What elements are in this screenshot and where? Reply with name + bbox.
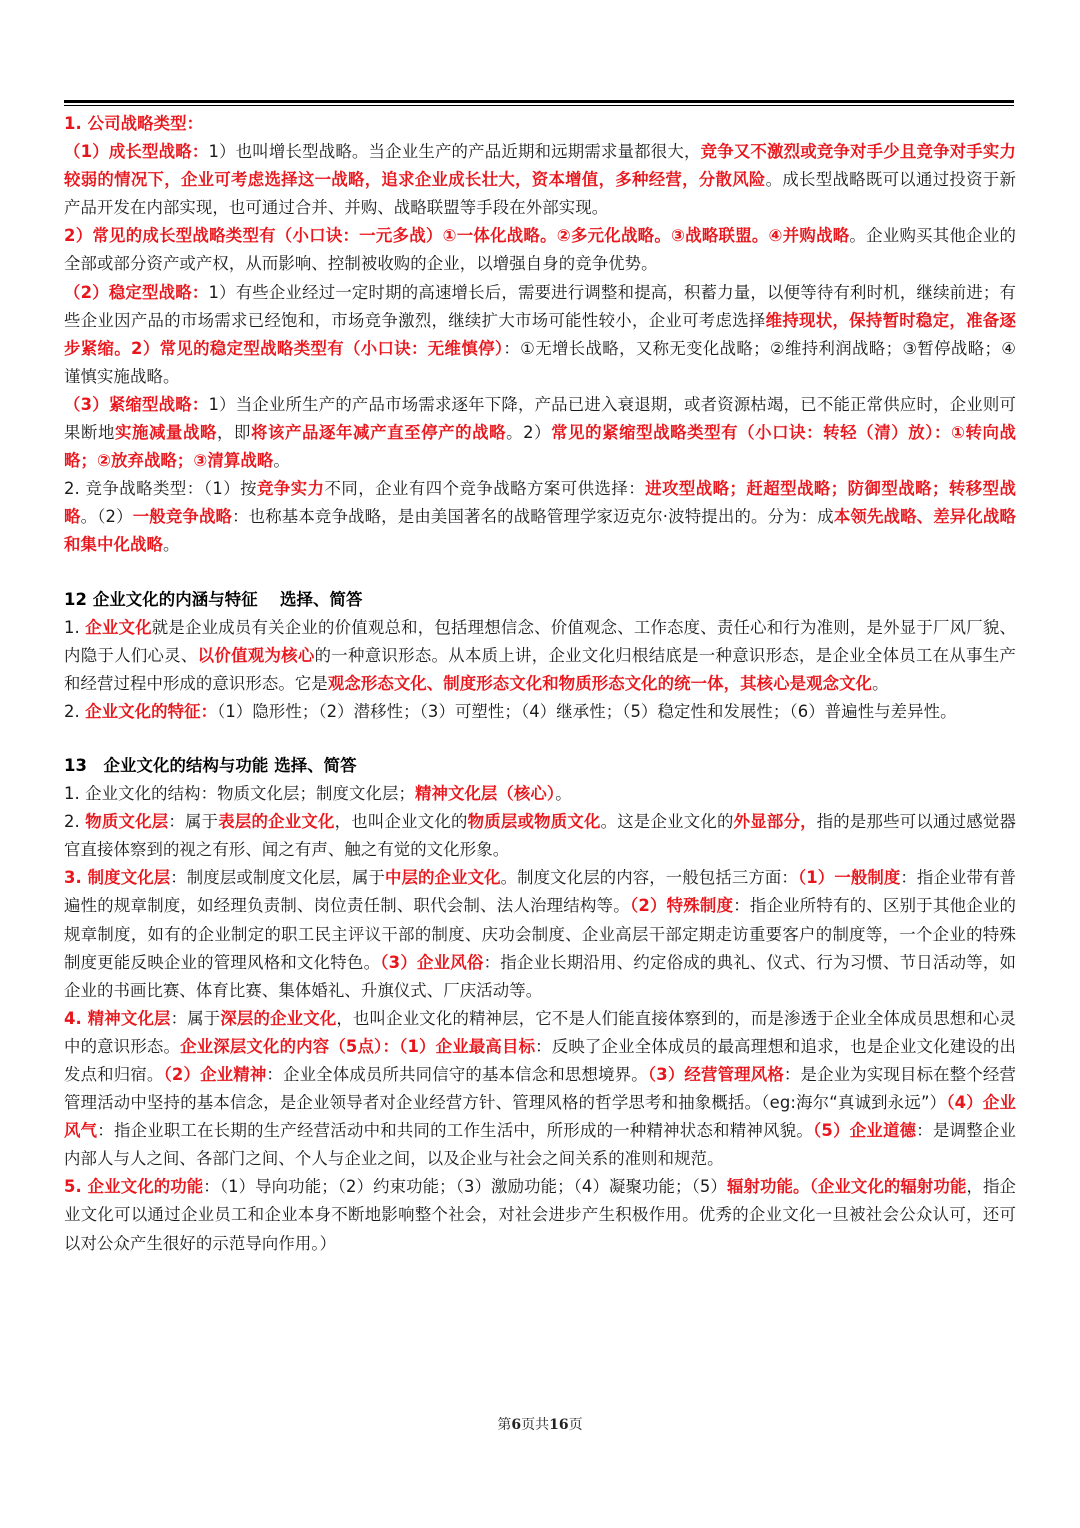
page-number-footer: 第6页共16页 <box>497 1417 583 1433</box>
paragraph-growth-strategy: （1）成长型战略：1）也叫增长型战略。当企业生产的产品近期和远期需求量都很大，竞争又不激烈或竞争对手少且竞争对手实力较弱的情况下，企业可考虑选择这一战略，追求企业成长壮大，资本增值，多种经营，分散风险。成长型战略既可以通过投资于新产品开发在内部实现，也可通过合并、并购、战略联盟等手段在外部实现。 <box>64 142 1017 218</box>
section-gap <box>64 560 1016 586</box>
total-page-number: 16 <box>549 1417 569 1433</box>
paragraph-growth-types: 2）常见的成长型战略类型有（小口诀：一元多战）①一体化战略。②多元化战略。③战略联盟。④并购战略。企业购买其他企业的全部或部分资产或产权，从而影响、控制被收购的企业，以增强自身的竞争优势。 <box>64 226 1016 274</box>
header-rule-thick <box>64 100 1014 103</box>
paragraph-culture-structure: 1. 企业文化的结构：物质文化层；制度文化层；精神文化层（核心）。 <box>64 784 572 804</box>
paragraph-institutional-layer: 3. 制度文化层：制度层或制度文化层，属于中层的企业文化。制度文化层的内容，一般包括三方面：（1）一般制度：指企业带有普遍性的规章制度，如经理负责制、岗位责任制、职代会制、法人治理结构等。（2）特殊制度：指企业所特有的、区别于其他企业的规章制度，如有的企业制定的职工民主评议干部的制度、庆功会制度、企业高层干部定期走访重要客户的制度等，一个企业的特殊制度更能反映企业的管理风格和文化特色。（3）企业风俗：指企业长期沿用、约定俗成的典礼、仪式、行为习惯、节日活动等，如企业的书画比赛、体育比赛、集体婚礼、升旗仪式、厂庆活动等。 <box>64 868 1017 1000</box>
paragraph-competitive-strategy: 2. 竞争战略类型：（1）按竞争实力不同，企业有四个竞争战略方案可供选择：进攻型战略；赶超型战略；防御型战略；转移型战略。（2）一般竞争战略：也称基本竞争战略，是由美国著名的战略管理学家迈克尔·波特提出的。分为：成本领先战略、差异化战略和集中化战略。 <box>64 479 1016 555</box>
section-heading-12: 12 企业文化的内涵与特征 选择、简答 <box>64 589 363 609</box>
page-content <box>64 110 1016 1258</box>
paragraph-culture-functions: 5. 企业文化的功能：（1）导向功能；（2）约束功能；（3）激励功能；（4）凝聚功能；（5）辐射功能。（企业文化的辐射功能，指企业文化可以通过企业员工和企业本身不断地影响整个社会，对社会进步产生积极作用。优秀的企业文化一旦被社会公众认可，还可以对公众产生很好的示范导向作用。） <box>64 1177 1016 1253</box>
paragraph-retrenchment-strategy: （3）紧缩型战略：1）当企业所生产的产品市场需求逐年下降，产品已进入衰退期，或者资源枯竭，已不能正常供应时，企业则可果断地实施减量战略，即将该产品逐年减产直至停产的战略。2）常见的紧缩型战略类型有（小口诀：转轻（清）放）：①转向战略；②放弃战略；③清算战略。 <box>64 394 1016 471</box>
section-heading-13: 13 企业文化的结构与功能 选择、简答 <box>64 755 357 775</box>
paragraph-material-layer: 2. 物质文化层：属于表层的企业文化，也叫企业文化的物质层或物质文化。这是企业文化的外显部分，指的是那些可以通过感觉器官直接体察到的视之有形、闻之有声、触之有觉的文化形象。 <box>64 812 1017 860</box>
header-rule-thin <box>64 105 1014 106</box>
paragraph-stable-strategy: （2）稳定型战略：1）有些企业经过一定时期的高速增长后，需要进行调整和提高，积蓄力量，以便等待有利时机，继续前进；有些企业因产品的市场需求已经饱和，市场竞争激烈，继续扩大市场可能性较小，企业可考虑选择维持现状，保持暂时稳定，准备逐步紧缩。2）常见的稳定型战略类型有（小口诀：无维慎停）：①无增长战略，又称无变化战略；②维持利润战略；③暂停战略；④谨慎实施战略。 <box>64 282 1017 386</box>
paragraph-spiritual-layer: 4. 精神文化层：属于深层的企业文化，也叫企业文化的精神层，它不是人们能直接体察到的，而是渗透于企业全体成员思想和心灵中的意识形态。企业深层文化的内容（5点）：（1）企业最高目标：反映了企业全体成员的最高理想和追求，也是企业文化建设的出发点和归宿。（2）企业精神：企业全体成员所共同信守的基本信念和思想境界。（3）经营管理风格：是企业为实现目标在整个经营管理活动中坚持的基本信念，是企业领导者对企业经营方针、管理风格的哲学思考和抽象概括。（eg:海尔“真诚到永远”）（4）企业风气：指企业职工在长期的生产经营活动中和共同的工作生活中，所形成的一种精神状态和精神风貌。（5）企业道德：是调整企业内部人与人之间、各部门之间、个人与企业之间，以及企业与社会之间关系的准则和规范。 <box>64 1008 1017 1169</box>
section-title-strategy-types: 1. 公司战略类型： <box>64 114 204 133</box>
section-gap <box>64 726 1016 752</box>
paragraph-culture-definition: 1. 企业文化就是企业成员有关企业的价值观总和，包括理想信念、价值观念、工作态度、责任心和行为准则，是外显于厂风厂貌、内隐于人们心灵、以价值观为核心的一种意识形态。从本质上讲，企业文化归根结底是一种意识形态，是企业全体员工在从事生产和经营过程中形成的意识形态。它是观念形态文化、制度形态文化和物质形态文化的统一体，其核心是观念文化。 <box>64 617 1016 693</box>
current-page-number: 6 <box>511 1417 522 1433</box>
paragraph-culture-features: 2. 企业文化的特征：（1）隐形性；（2）潜移性；（3）可塑性；（4）继承性；（5）稳定性和发展性；（6）普遍性与差异性。 <box>64 701 957 721</box>
